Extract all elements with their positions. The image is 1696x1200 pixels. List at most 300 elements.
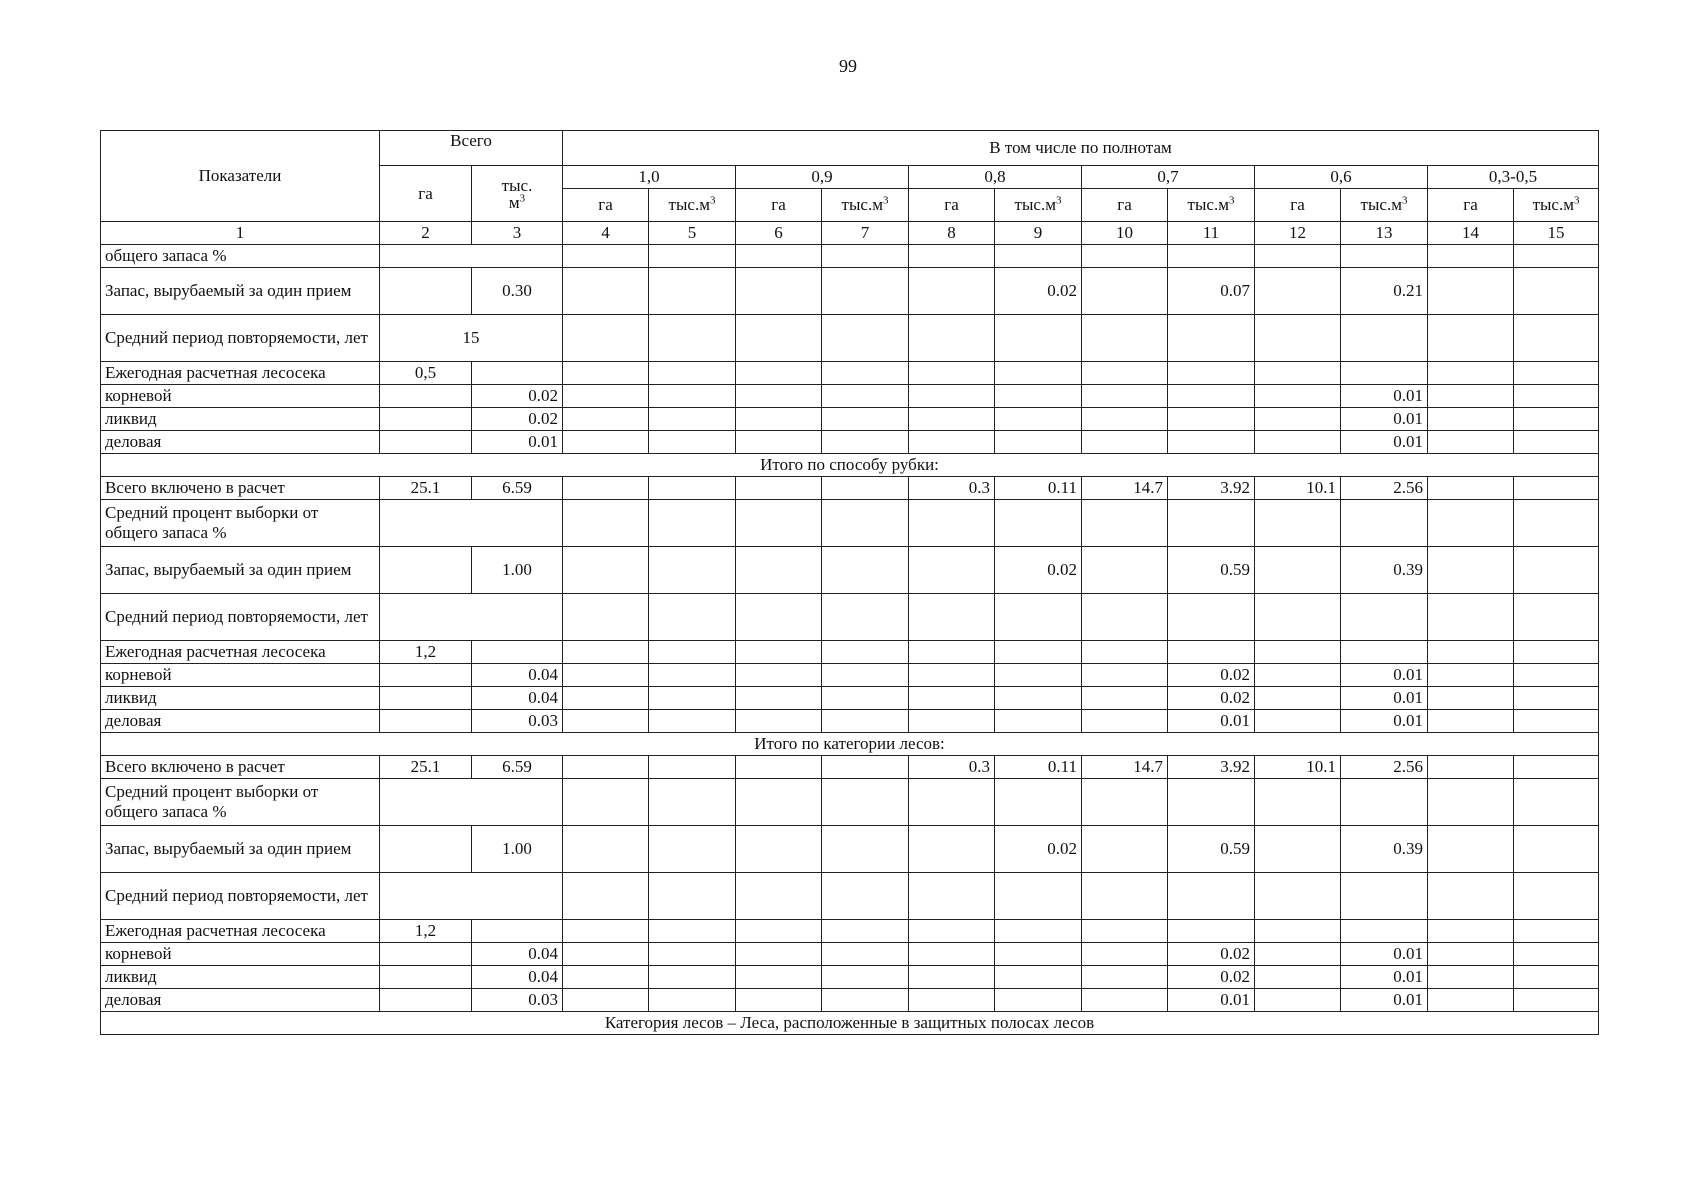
cell bbox=[995, 966, 1082, 989]
cell bbox=[1168, 500, 1255, 547]
row-label: Ежегодная расчетная лесосека bbox=[101, 641, 380, 664]
cell bbox=[736, 385, 822, 408]
cell bbox=[649, 873, 736, 920]
cell: 0,5 bbox=[380, 362, 472, 385]
unit-sup: 3 bbox=[1573, 194, 1580, 207]
table-row bbox=[101, 756, 1599, 779]
cell bbox=[649, 431, 736, 454]
cell bbox=[1255, 431, 1341, 454]
cell bbox=[649, 989, 736, 1012]
cell bbox=[649, 826, 736, 873]
cell bbox=[563, 641, 649, 664]
header-ths-m3 bbox=[822, 189, 909, 222]
table-row bbox=[101, 710, 1599, 733]
header-ha: га bbox=[1082, 189, 1168, 222]
cell bbox=[995, 408, 1082, 431]
cell bbox=[1428, 687, 1514, 710]
cell bbox=[909, 943, 995, 966]
cell bbox=[1428, 989, 1514, 1012]
page-number: 99 bbox=[839, 56, 857, 76]
cell bbox=[1082, 315, 1168, 362]
cell bbox=[1428, 943, 1514, 966]
cell bbox=[1082, 594, 1168, 641]
cell: 0.04 bbox=[472, 664, 563, 687]
cell bbox=[736, 826, 822, 873]
col-number: 3 bbox=[472, 222, 563, 245]
cell bbox=[822, 826, 909, 873]
cell bbox=[736, 477, 822, 500]
cell bbox=[1514, 943, 1599, 966]
row-label: корневой bbox=[101, 664, 380, 687]
cell bbox=[1514, 873, 1599, 920]
cell bbox=[1341, 594, 1428, 641]
cell bbox=[909, 362, 995, 385]
cell: 2.56 bbox=[1341, 477, 1428, 500]
cell: 0.01 bbox=[1341, 966, 1428, 989]
cell bbox=[909, 315, 995, 362]
cell bbox=[1255, 408, 1341, 431]
cell bbox=[909, 920, 995, 943]
unit-label: тыс.м bbox=[841, 195, 883, 214]
cell bbox=[1082, 943, 1168, 966]
cell bbox=[380, 408, 472, 431]
cell bbox=[1514, 268, 1599, 315]
cell bbox=[1341, 362, 1428, 385]
cell bbox=[1082, 664, 1168, 687]
cell: 2.56 bbox=[1341, 756, 1428, 779]
cell bbox=[822, 431, 909, 454]
cell bbox=[1255, 385, 1341, 408]
cell bbox=[822, 873, 909, 920]
table-row bbox=[101, 989, 1599, 1012]
cell bbox=[909, 268, 995, 315]
cell bbox=[822, 989, 909, 1012]
cell: 0.01 bbox=[1341, 664, 1428, 687]
cell bbox=[995, 315, 1082, 362]
cell bbox=[909, 989, 995, 1012]
cell bbox=[563, 500, 649, 547]
cell bbox=[736, 687, 822, 710]
cell bbox=[380, 687, 472, 710]
header-ths-m3 bbox=[1514, 189, 1599, 222]
header-ha: га bbox=[1255, 189, 1341, 222]
col-number: 10 bbox=[1082, 222, 1168, 245]
header-total-ha: га bbox=[380, 166, 472, 222]
cell bbox=[736, 779, 822, 826]
cell bbox=[1255, 268, 1341, 315]
cell bbox=[736, 664, 822, 687]
col-number: 7 bbox=[822, 222, 909, 245]
cell bbox=[1082, 873, 1168, 920]
section-title-row bbox=[101, 1012, 1599, 1035]
table-row bbox=[101, 500, 1599, 547]
unit-label: тыс.м bbox=[1360, 195, 1402, 214]
cell bbox=[472, 920, 563, 943]
col-number: 4 bbox=[563, 222, 649, 245]
cell bbox=[563, 943, 649, 966]
unit-label: тыс.м bbox=[1014, 195, 1056, 214]
col-number: 6 bbox=[736, 222, 822, 245]
header-ths-m3 bbox=[1168, 189, 1255, 222]
table-row bbox=[101, 315, 1599, 362]
cell bbox=[649, 268, 736, 315]
cell bbox=[822, 477, 909, 500]
header-total-ths-m3 bbox=[472, 166, 563, 222]
cell: 0.02 bbox=[995, 547, 1082, 594]
unit-ths: тыс. bbox=[501, 175, 533, 195]
table-row bbox=[101, 477, 1599, 500]
row-label: Ежегодная расчетная лесосека bbox=[101, 362, 380, 385]
row-label: Средний период повторяемости, лет bbox=[101, 873, 380, 920]
table-row bbox=[101, 408, 1599, 431]
section-title-by-method: Итого по способу рубки: bbox=[101, 454, 1599, 477]
unit-label: тыс.м bbox=[1532, 195, 1574, 214]
cell bbox=[1514, 477, 1599, 500]
row-label: Всего включено в расчет bbox=[101, 756, 380, 779]
cell bbox=[736, 245, 822, 268]
cell bbox=[1082, 245, 1168, 268]
cell bbox=[1428, 315, 1514, 362]
cell: 0.02 bbox=[995, 826, 1082, 873]
row-label: деловая bbox=[101, 989, 380, 1012]
cell bbox=[1082, 431, 1168, 454]
section-title-next-category: Категория лесов – Леса, расположенные в защитных полосах лесов bbox=[101, 1012, 1599, 1035]
unit-sup: 3 bbox=[1055, 194, 1062, 207]
cell bbox=[1514, 362, 1599, 385]
col-number: 12 bbox=[1255, 222, 1341, 245]
cell bbox=[822, 966, 909, 989]
cell bbox=[1255, 687, 1341, 710]
table-row bbox=[101, 664, 1599, 687]
cell: 0.04 bbox=[472, 943, 563, 966]
unit-sup: 3 bbox=[519, 191, 526, 204]
cell: 25.1 bbox=[380, 756, 472, 779]
cell bbox=[1428, 245, 1514, 268]
table-row bbox=[101, 873, 1599, 920]
cell bbox=[649, 687, 736, 710]
cell bbox=[1514, 664, 1599, 687]
cell: 0.02 bbox=[1168, 966, 1255, 989]
cell bbox=[995, 943, 1082, 966]
cell bbox=[1255, 920, 1341, 943]
cell bbox=[822, 362, 909, 385]
cell bbox=[1341, 245, 1428, 268]
table-row bbox=[101, 385, 1599, 408]
cell bbox=[1168, 245, 1255, 268]
cell bbox=[563, 756, 649, 779]
cell: 0.01 bbox=[1341, 408, 1428, 431]
section-title-by-category: Итого по категории лесов: bbox=[101, 733, 1599, 756]
cell bbox=[563, 873, 649, 920]
cell bbox=[1514, 920, 1599, 943]
cell: 0.11 bbox=[995, 756, 1082, 779]
row-label: ликвид bbox=[101, 687, 380, 710]
cell bbox=[1255, 664, 1341, 687]
cell bbox=[909, 594, 995, 641]
cell bbox=[1428, 500, 1514, 547]
cell bbox=[822, 268, 909, 315]
table-row bbox=[101, 826, 1599, 873]
header-indicators: Показатели bbox=[101, 131, 380, 222]
cell bbox=[1255, 989, 1341, 1012]
header-ths-m3 bbox=[995, 189, 1082, 222]
row-label: Средний процент выборки от общего запаса % bbox=[101, 779, 380, 826]
cell bbox=[909, 779, 995, 826]
cell bbox=[909, 710, 995, 733]
cell bbox=[736, 594, 822, 641]
cell bbox=[649, 756, 736, 779]
cell bbox=[909, 687, 995, 710]
cell bbox=[822, 779, 909, 826]
cell bbox=[563, 687, 649, 710]
cell bbox=[1082, 779, 1168, 826]
cell: 0.02 bbox=[472, 408, 563, 431]
cell: 0.01 bbox=[472, 431, 563, 454]
cell bbox=[1255, 245, 1341, 268]
cell bbox=[822, 594, 909, 641]
cell bbox=[649, 362, 736, 385]
col-number: 9 bbox=[995, 222, 1082, 245]
cell bbox=[1255, 641, 1341, 664]
unit-label: тыс.м bbox=[1187, 195, 1229, 214]
cell bbox=[649, 779, 736, 826]
cell bbox=[1428, 408, 1514, 431]
unit-sup: 3 bbox=[882, 194, 889, 207]
cell bbox=[1514, 687, 1599, 710]
cell bbox=[380, 594, 563, 641]
cell bbox=[1168, 873, 1255, 920]
table-row bbox=[101, 362, 1599, 385]
header-ths-m3 bbox=[649, 189, 736, 222]
table-row bbox=[101, 268, 1599, 315]
cell bbox=[822, 315, 909, 362]
cell bbox=[1082, 547, 1168, 594]
cell bbox=[995, 362, 1082, 385]
table-row bbox=[101, 779, 1599, 826]
cell bbox=[736, 547, 822, 594]
cell bbox=[736, 873, 822, 920]
cell: 0.3 bbox=[909, 756, 995, 779]
row-label: Средний период повторяемости, лет bbox=[101, 594, 380, 641]
col-number: 5 bbox=[649, 222, 736, 245]
row-label: Запас, вырубаемый за один прием bbox=[101, 547, 380, 594]
cell bbox=[822, 710, 909, 733]
cell bbox=[1255, 826, 1341, 873]
cell bbox=[1514, 641, 1599, 664]
cell bbox=[1168, 385, 1255, 408]
header-density-3: 0,8 bbox=[909, 166, 1082, 189]
row-label: Средний период повторяемости, лет bbox=[101, 315, 380, 362]
cell bbox=[1168, 431, 1255, 454]
cell bbox=[1428, 756, 1514, 779]
cell bbox=[649, 664, 736, 687]
cell bbox=[563, 664, 649, 687]
col-number: 8 bbox=[909, 222, 995, 245]
unit-sup: 3 bbox=[1401, 194, 1408, 207]
cell bbox=[649, 477, 736, 500]
cell bbox=[1082, 641, 1168, 664]
cell: 0.59 bbox=[1168, 826, 1255, 873]
cell bbox=[1514, 966, 1599, 989]
cell bbox=[649, 920, 736, 943]
cell bbox=[563, 268, 649, 315]
cell bbox=[649, 966, 736, 989]
cell bbox=[822, 547, 909, 594]
header-density-2: 0,9 bbox=[736, 166, 909, 189]
cell bbox=[1428, 966, 1514, 989]
cell bbox=[649, 245, 736, 268]
cell bbox=[649, 943, 736, 966]
cell bbox=[1082, 920, 1168, 943]
cell bbox=[995, 431, 1082, 454]
cell bbox=[1255, 779, 1341, 826]
col-number: 15 bbox=[1514, 222, 1599, 245]
cell: 0.04 bbox=[472, 966, 563, 989]
cell bbox=[563, 477, 649, 500]
cell: 0.07 bbox=[1168, 268, 1255, 315]
cell bbox=[380, 873, 563, 920]
cell bbox=[736, 943, 822, 966]
cell bbox=[995, 664, 1082, 687]
cell bbox=[380, 431, 472, 454]
cell bbox=[995, 687, 1082, 710]
cell: 0.03 bbox=[472, 710, 563, 733]
row-label: Запас, вырубаемый за один прием bbox=[101, 268, 380, 315]
cell bbox=[380, 664, 472, 687]
cell bbox=[1514, 547, 1599, 594]
cell: 3.92 bbox=[1168, 477, 1255, 500]
cell bbox=[995, 594, 1082, 641]
cell: 15 bbox=[380, 315, 563, 362]
cell bbox=[649, 710, 736, 733]
cell bbox=[380, 500, 563, 547]
table-row bbox=[101, 920, 1599, 943]
cell bbox=[1514, 710, 1599, 733]
cell: 14.7 bbox=[1082, 756, 1168, 779]
cell: 0.01 bbox=[1341, 687, 1428, 710]
cell: 0.02 bbox=[472, 385, 563, 408]
cell bbox=[909, 245, 995, 268]
unit-m: м bbox=[508, 192, 520, 212]
cell bbox=[1082, 362, 1168, 385]
row-label: Запас, вырубаемый за один прием bbox=[101, 826, 380, 873]
cell bbox=[995, 385, 1082, 408]
cell bbox=[380, 385, 472, 408]
cell: 6.59 bbox=[472, 756, 563, 779]
cell bbox=[563, 547, 649, 594]
cell: 0.11 bbox=[995, 477, 1082, 500]
cell bbox=[649, 315, 736, 362]
header-ha: га bbox=[909, 189, 995, 222]
cell bbox=[1428, 779, 1514, 826]
cell bbox=[1514, 431, 1599, 454]
cell bbox=[1514, 826, 1599, 873]
cell bbox=[563, 920, 649, 943]
header-incl-density: В том числе по полнотам bbox=[563, 131, 1599, 166]
cell bbox=[1428, 547, 1514, 594]
cell bbox=[995, 710, 1082, 733]
cell: 0.01 bbox=[1341, 943, 1428, 966]
cell bbox=[1514, 500, 1599, 547]
cell: 0.03 bbox=[472, 989, 563, 1012]
cell bbox=[563, 826, 649, 873]
header-ha: га bbox=[1428, 189, 1514, 222]
cell bbox=[1514, 594, 1599, 641]
col-number: 11 bbox=[1168, 222, 1255, 245]
cell bbox=[736, 920, 822, 943]
cell: 1.00 bbox=[472, 547, 563, 594]
cell: 25.1 bbox=[380, 477, 472, 500]
cell: 0.01 bbox=[1168, 710, 1255, 733]
cell bbox=[563, 245, 649, 268]
header-density-5: 0,6 bbox=[1255, 166, 1428, 189]
cell bbox=[1082, 408, 1168, 431]
cell bbox=[909, 641, 995, 664]
cell bbox=[1428, 920, 1514, 943]
header-ha: га bbox=[736, 189, 822, 222]
cell bbox=[1514, 756, 1599, 779]
row-label: Средний процент выборки от общего запаса % bbox=[101, 500, 380, 547]
cell bbox=[563, 385, 649, 408]
cell bbox=[563, 710, 649, 733]
cell bbox=[1082, 966, 1168, 989]
unit-sup: 3 bbox=[1228, 194, 1235, 207]
cell: 0.01 bbox=[1341, 710, 1428, 733]
cell bbox=[649, 641, 736, 664]
table-row bbox=[101, 547, 1599, 594]
cell bbox=[1168, 594, 1255, 641]
cell: 1,2 bbox=[380, 920, 472, 943]
col-number: 2 bbox=[380, 222, 472, 245]
cell: 1.00 bbox=[472, 826, 563, 873]
cell bbox=[380, 268, 472, 315]
row-label: ликвид bbox=[101, 966, 380, 989]
cell bbox=[736, 431, 822, 454]
cell: 0.3 bbox=[909, 477, 995, 500]
cell bbox=[822, 664, 909, 687]
row-label: деловая bbox=[101, 710, 380, 733]
section-title-row bbox=[101, 454, 1599, 477]
cell bbox=[563, 989, 649, 1012]
cell: 3.92 bbox=[1168, 756, 1255, 779]
cell bbox=[995, 920, 1082, 943]
cell bbox=[822, 920, 909, 943]
cell bbox=[736, 500, 822, 547]
cell: 0.02 bbox=[1168, 687, 1255, 710]
cell: 10.1 bbox=[1255, 477, 1341, 500]
cell bbox=[909, 385, 995, 408]
cell bbox=[1168, 779, 1255, 826]
cell bbox=[380, 245, 563, 268]
row-label: Всего включено в расчет bbox=[101, 477, 380, 500]
cell bbox=[909, 664, 995, 687]
cell bbox=[995, 641, 1082, 664]
cell bbox=[995, 245, 1082, 268]
cell: 0.02 bbox=[1168, 664, 1255, 687]
cell bbox=[822, 943, 909, 966]
cell: 0.39 bbox=[1341, 826, 1428, 873]
cell: 0.39 bbox=[1341, 547, 1428, 594]
row-label: корневой bbox=[101, 943, 380, 966]
cell bbox=[1255, 873, 1341, 920]
cell bbox=[822, 408, 909, 431]
cell: 0.01 bbox=[1341, 431, 1428, 454]
cell bbox=[563, 594, 649, 641]
section-title-row bbox=[101, 733, 1599, 756]
row-label: общего запаса % bbox=[101, 245, 380, 268]
header-density-6: 0,3-0,5 bbox=[1428, 166, 1599, 189]
table-row bbox=[101, 431, 1599, 454]
